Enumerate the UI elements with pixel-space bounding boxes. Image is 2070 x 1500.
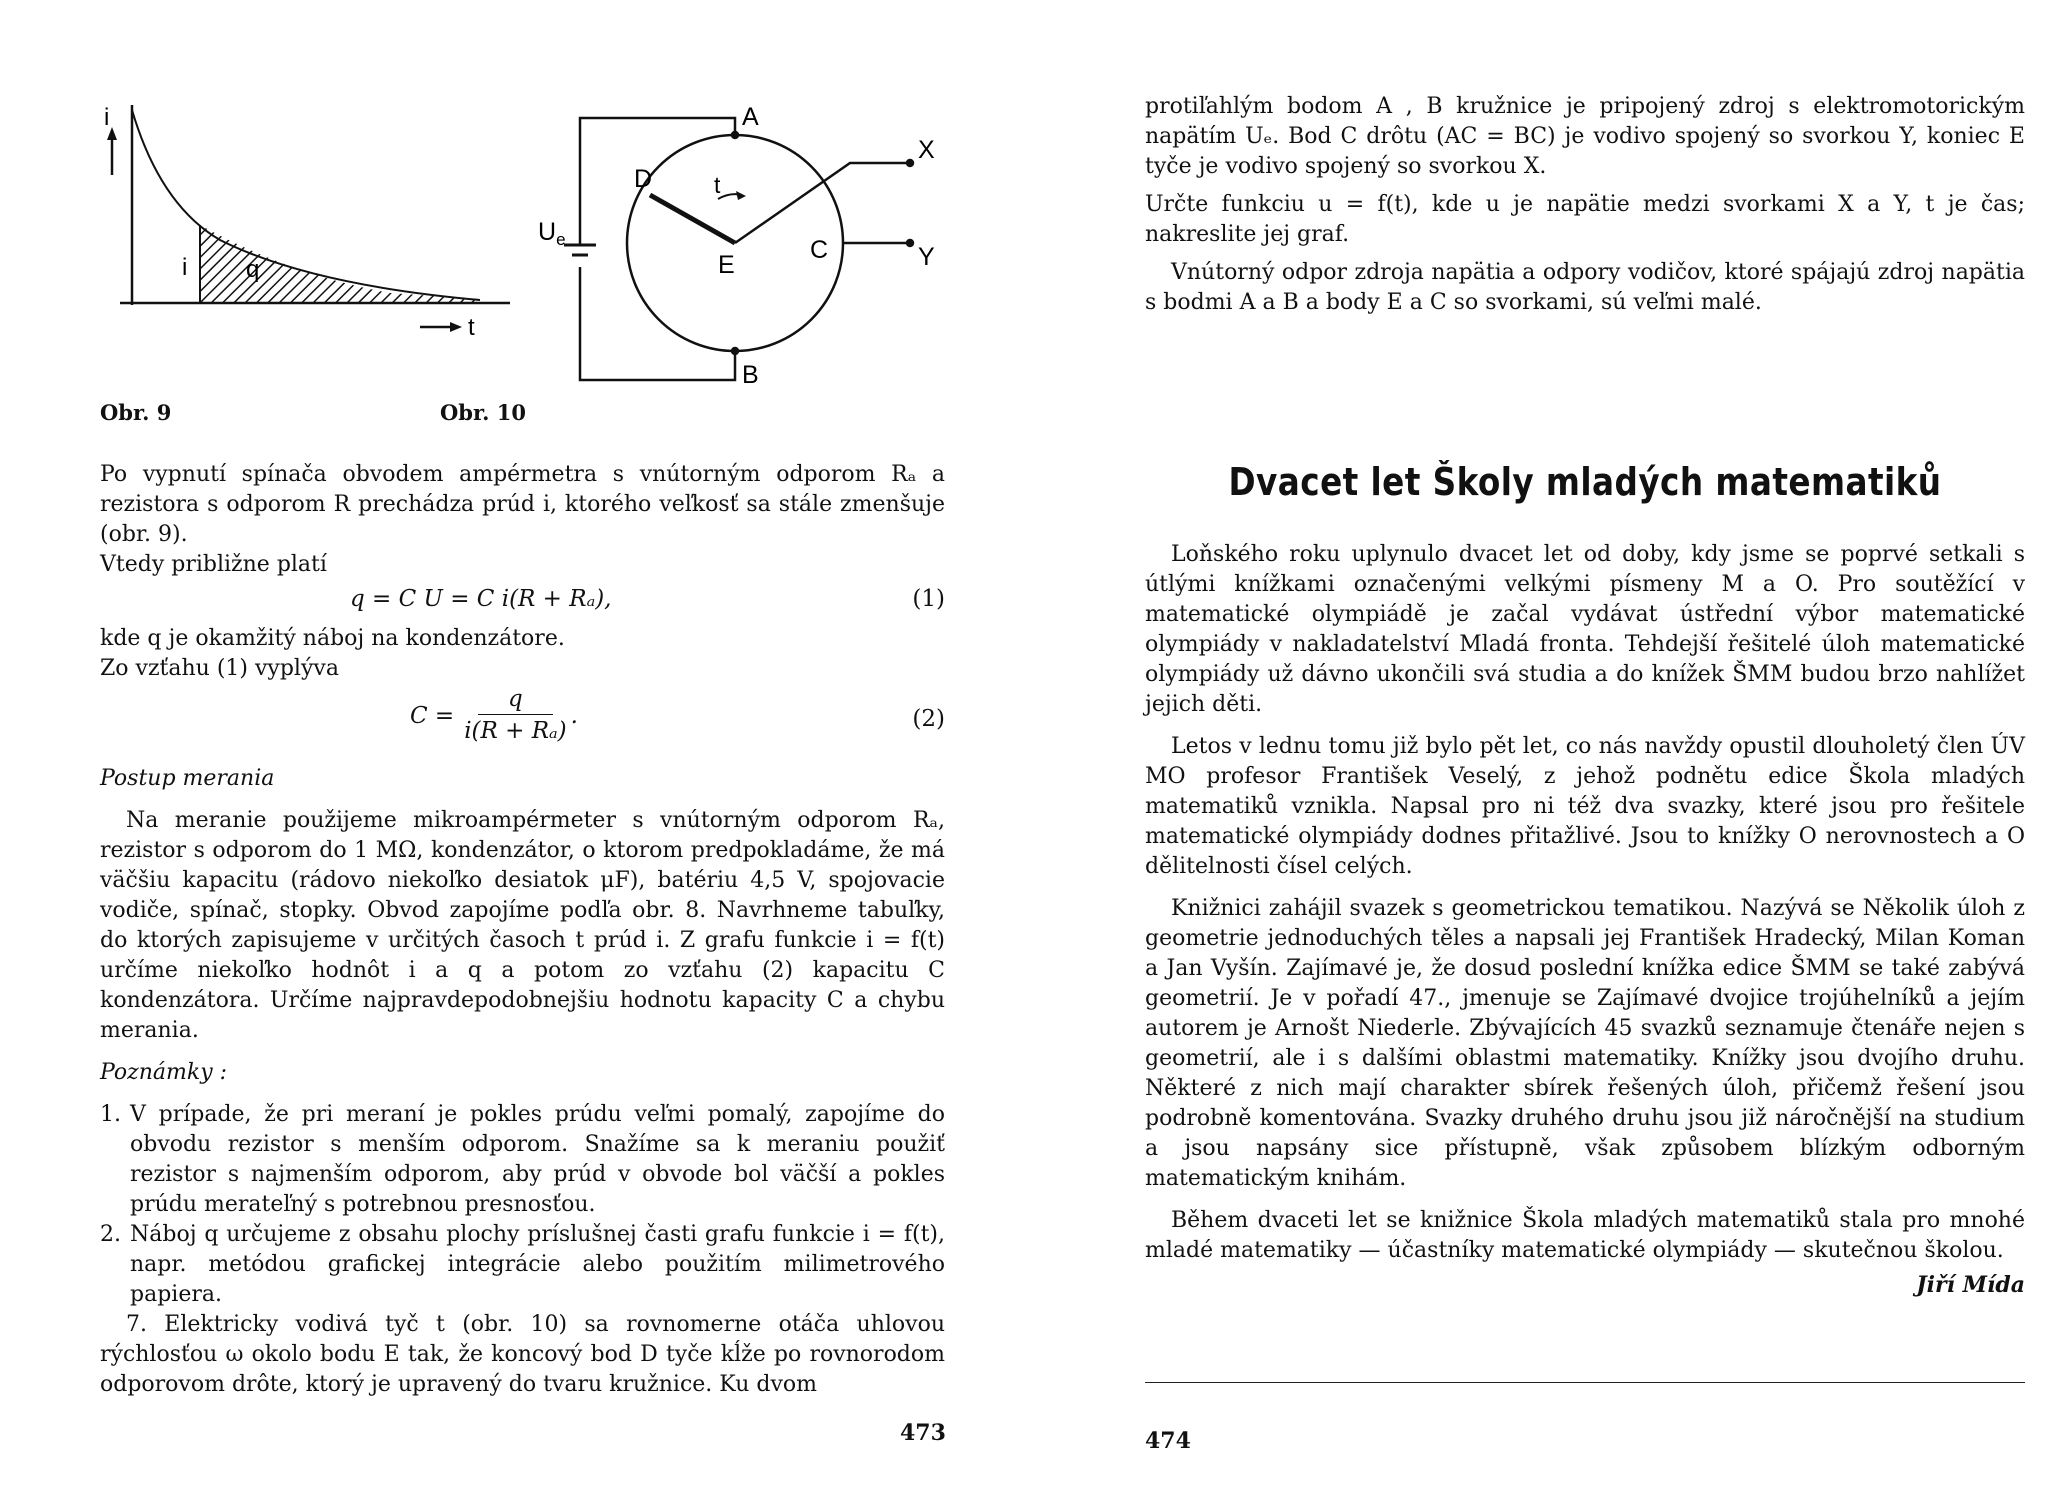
- equation-2-lhs: C =: [410, 702, 455, 729]
- fig10-Ue-label: $U_e$: [538, 218, 566, 249]
- heading-postup-merania: Postup merania: [100, 766, 275, 791]
- note-2: [100, 1220, 945, 1310]
- fig10-t-label: t: [714, 172, 721, 198]
- article-title: Dvacet let Školy mladých matematiků: [1228, 460, 1942, 504]
- fig9-i-label: i: [182, 254, 188, 281]
- article-paragraph-4: Během dvaceti let se knižnice Škola mladých matematiků stala pro mnohé mladé matematiky — účastníky matematické olympiády — skutečnou školou.: [1145, 1208, 2025, 1263]
- paragraph-urcte: Určte funkciu u = f(t), kde u je napätie medzi svorkami X a Y, t je čas; nakreslite jej graf.: [1145, 192, 2025, 247]
- author-signature: Jiří Mída: [1916, 1272, 2025, 1298]
- fig9-i-axis-label: i: [104, 104, 110, 131]
- fig9-t-axis-label: t: [468, 314, 475, 341]
- article-paragraph-1: Loňského roku uplynulo dvacet let od doby, kdy jsme se poprvé setkali s útlými knížkami označenými velkými písmeny M a O. Pro soutěžící v matematické olympiádě je začal vydávat ústřední výbor matematické olympiády v nakladatelství Mladá fronta. Tehdejší řešitelé úloh matematické olympiády už dávno ukončili svá studia a do knížek ŠMM budou brzo nahlížet jejich děti.: [1145, 542, 2025, 717]
- equation-2-fraction: [410, 684, 578, 747]
- note-1-text: V prípade, že pri meraní je pokles prúdu veľmi pomalý, zapojíme do obvodu rezistor s menším odporom. Snažíme sa k meraniu použiť rezistor s najmenším odporom, aby prúd v obvode bol väčší a pokles prúdu merateľný s potrebnou presnosťou.: [130, 1102, 945, 1217]
- article-body: [1145, 540, 2025, 1298]
- fig10-D-label: D: [634, 165, 653, 193]
- fig10-C-label: C: [810, 236, 829, 264]
- paragraph-intro: Po vypnutí spínača obvodem ampérmetra s vnútorným odporom Rₐ a rezistora s odporom R prechádza prúd i, ktorého veľkosť sa stále zmenšuje (obr. 9).: [100, 462, 945, 547]
- equation-2: [100, 684, 945, 764]
- fig9-graph: [107, 105, 510, 332]
- equation-1: [100, 580, 945, 624]
- paragraph-kde: kde q je okamžitý náboj na kondenzátore.: [100, 626, 565, 651]
- equation-2-tail: .: [570, 702, 578, 729]
- page-number-right: 474: [1145, 1428, 1191, 1454]
- fig10-B-label: B: [742, 361, 759, 389]
- equation-2-numerator: q: [478, 684, 553, 715]
- fig10-caption: Obr. 10: [440, 400, 526, 425]
- equation-1-number: (1): [912, 586, 945, 612]
- fig10-rod: [650, 195, 735, 243]
- fig10-X-label: X: [918, 136, 935, 164]
- fig9-shaded-area: [200, 225, 480, 303]
- article-paragraph-2: Letos v lednu tomu již bylo pět let, co nás navždy opustil dlouholetý člen ÚV MO profesor František Veselý, z jehož podnětu edice Škola mladých matematiků vznikla. Napsal pro ni též dva svazky, které jsou pro řešitele matematické olympiády dodnes přitažlivé. Jsou to knížky O nerovnostech a O dělitelnosti čísel celých.: [1145, 734, 2025, 879]
- equation-1-text: q = C U = C i(R + Rₐ),: [350, 586, 612, 612]
- equation-2-number: (2): [912, 706, 945, 732]
- paragraph-continuation: protiľahlým bodom A , B kružnice je pripojený zdroj s elektromotorickým napätím Uₑ. Bod C drôtu (AC = BC) je vodivo spojený so svorkou Y, koniec E tyče je vodivo spojený so svorkou X.: [1145, 94, 2025, 179]
- paragraph-zo-vztahu: Zo vzťahu (1) vyplýva: [100, 656, 339, 681]
- paragraph-postup: Na meranie použijeme mikroampérmeter s vnútorným odporom Rₐ, rezistor s odporom do 1 MΩ, kondenzátor, o ktorom predpokladáme, že má väčšiu kapacitu (rádovo niekoľko desiatok μF), batériu 4,5 V, spojovacie vodiče, spínač, stopky. Obvod zapojíme podľa obr. 8. Navrhneme tabuľky, do ktorých zapisujeme v určitých časoch t prúd i. Z grafu funkcie i = f(t) určíme niekoľko hodnôt i a q a potom zo vzťahu (2) kapacitu C kondenzátora. Určíme najpravdepodobnejšiu hodnotu kapacity C a chybu merania.: [100, 808, 945, 1043]
- figures-svg: [90, 95, 940, 395]
- right-top-column: [1145, 92, 2025, 318]
- paragraph-vnutorny-odpor: Vnútorný odpor zdroja napätia a odpory vodičov, ktoré spájajú zdroj napätia s bodmi A a B a body E a C so svorkami, sú veľmi malé.: [1145, 260, 2025, 315]
- right-page: [1035, 0, 2070, 1500]
- footer-rule: [1145, 1382, 2025, 1383]
- note-2-number: 2.: [100, 1222, 121, 1247]
- fig10-circuit: [564, 118, 913, 380]
- fig10-A-label: A: [742, 103, 759, 131]
- fig9-q-label: q: [246, 256, 260, 283]
- fig10-Y-label: Y: [918, 243, 935, 271]
- note-1-number: 1.: [100, 1102, 121, 1127]
- fig10-E-label: E: [718, 251, 735, 279]
- page-number-left: 473: [900, 1420, 946, 1446]
- note-1: [100, 1100, 945, 1220]
- fig9-caption: Obr. 9: [100, 400, 172, 425]
- left-column: [100, 460, 945, 1400]
- note-2-text: Náboj q určujeme z obsahu plochy príslušnej časti grafu funkcie i = f(t), napr. metódou grafickej integrácie alebo použitím milimetrového papiera.: [130, 1222, 945, 1307]
- equation-2-denominator: i(R + Rₐ): [464, 718, 567, 744]
- heading-poznamky: Poznámky :: [100, 1060, 228, 1085]
- paragraph-vtedy: Vtedy približne platí: [100, 552, 327, 577]
- paragraph-problem-7: 7. Elektricky vodivá tyč t (obr. 10) sa rovnomerne otáča uhlovou rýchlosťou ω okolo bodu E tak, že koncový bod D tyče kĺže po rovnorodom odporovom drôte, ktorý je upravený do tvaru kružnice. Ku dvom: [100, 1312, 945, 1397]
- article-paragraph-3: Knižnici zahájil svazek s geometrickou tematikou. Nazývá se Několik úloh z geometrie jednoduchých těles a napsali jej František Hradecký, Milan Koman a Jan Vyšín. Zajímavé je, že dosud poslední knížka edice ŠMM se také zabývá geometrií. Je v pořadí 47., jmenuje se Zajímavé dvojice trojúhelníků a jejím autorem je Arnošt Niederle. Zbývajících 45 svazků seznamuje čtenáře nejen s geometrií, ale i s dalšími oblastmi matematiky. Knížky jsou dvojího druhu. Některé z nich mají charakter sbírek řešených úloh, přičemž řešení jsou podrobně komentována. Svazky druhého druhu jsou již náročnější na studium a jsou napsány sice přístupně, však způsobem blízkým odborným matematickým knihám.: [1145, 896, 2025, 1191]
